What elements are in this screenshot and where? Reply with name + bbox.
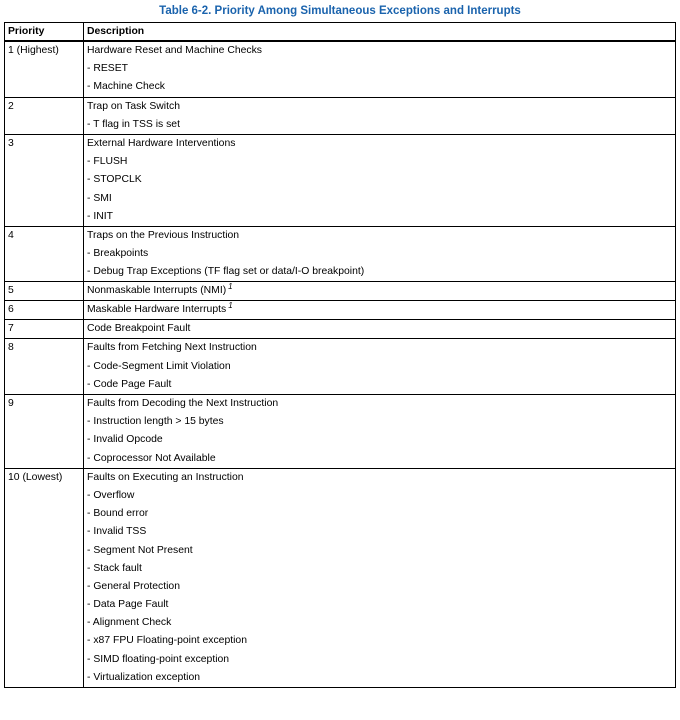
description-item: - Invalid TSS (87, 526, 147, 538)
description-cell (84, 226, 676, 282)
table-row (5, 395, 676, 469)
description-item: - Code-Segment Limit Violation (87, 360, 231, 372)
description-item: - Segment Not Present (87, 544, 193, 556)
description-title-text: Faults from Decoding the Next Instruction (87, 398, 279, 409)
description-cell (84, 301, 676, 320)
footnote-marker: 1 (228, 281, 233, 291)
description-item: - Debug Trap Exceptions (TF flag set or data/I-O breakpoint) (87, 266, 365, 278)
description-item: - RESET (87, 63, 128, 75)
priority-cell: 9 (5, 395, 84, 469)
description-title-text: Code Breakpoint Fault (87, 323, 191, 335)
priority-cell: 10 (Lowest) (5, 468, 84, 687)
description-item: - Code Page Fault (87, 378, 172, 390)
description-item: - Coprocessor Not Available (87, 452, 216, 464)
description-title-text: Traps on the Previous Instruction (87, 229, 240, 241)
table-row (5, 41, 676, 97)
description-item: - INIT (87, 210, 113, 222)
header-description: Description (84, 23, 676, 42)
description-title-text: Faults on Executing an Instruction (87, 471, 244, 483)
priority-table (4, 22, 676, 688)
description-item: - STOPCLK (87, 174, 142, 186)
table-row (5, 320, 676, 339)
description-title-text: Hardware Reset and Machine Checks (87, 45, 262, 56)
priority-cell: 1 (Highest) (5, 41, 84, 97)
description-item: - Alignment Check (87, 617, 172, 629)
table-row (5, 468, 676, 687)
description-item: - General Protection (87, 580, 180, 592)
header-priority: Priority (5, 23, 84, 42)
table-row (5, 97, 676, 134)
description-item: - T flag in TSS is set (87, 118, 180, 130)
description-item: - SMI (87, 192, 112, 204)
description-item: - Breakpoints (87, 248, 149, 260)
description-title-text: Trap on Task Switch (87, 100, 180, 112)
description-item: - Data Page Fault (87, 599, 169, 611)
description-cell (84, 282, 676, 301)
table-row (5, 134, 676, 226)
description-title (87, 339, 675, 357)
priority-cell: 5 (5, 282, 84, 301)
description-cell (84, 395, 676, 469)
description-title-text: External Hardware Interventions (87, 137, 236, 149)
description-item: - Overflow (87, 489, 135, 501)
description-item: - Machine Check (87, 81, 165, 93)
description-title (87, 395, 675, 413)
description-title-text: Nonmaskable Interrupts (NMI) (87, 285, 227, 297)
priority-cell: 4 (5, 226, 84, 282)
priority-cell: 8 (5, 339, 84, 395)
priority-cell: 2 (5, 97, 84, 134)
description-item: - Virtualization exception (87, 671, 201, 683)
description-title (87, 227, 675, 245)
description-cell (84, 320, 676, 339)
description-cell (84, 468, 676, 687)
description-cell (84, 339, 676, 395)
description-cell (84, 97, 676, 134)
table-body (5, 41, 676, 688)
table-header-row (5, 23, 676, 42)
description-item: - Stack fault (87, 562, 142, 574)
description-title (87, 320, 675, 337)
description-cell (84, 41, 676, 97)
description-title (87, 469, 675, 487)
description-item: - FLUSH (87, 156, 128, 168)
priority-cell: 7 (5, 320, 84, 339)
description-title-text: Maskable Hardware Interrupts (87, 304, 227, 316)
description-item: - SIMD floating-point exception (87, 653, 230, 665)
description-item: - Bound error (87, 508, 149, 520)
footnote-marker: 1 (228, 300, 233, 310)
table-row (5, 301, 676, 320)
table-row (5, 226, 676, 282)
description-item: - Instruction length > 15 bytes (87, 416, 224, 428)
description-title (87, 135, 675, 153)
description-title (87, 98, 675, 116)
description-title-text: Faults from Fetching Next Instruction (87, 342, 257, 354)
description-title (87, 42, 675, 60)
priority-cell: 6 (5, 301, 84, 320)
description-item: - x87 FPU Floating-point exception (87, 635, 247, 647)
table-row (5, 339, 676, 395)
priority-cell: 3 (5, 134, 84, 226)
description-cell (84, 134, 676, 226)
table-row (5, 282, 676, 301)
description-item: - Invalid Opcode (87, 434, 163, 446)
description-title (87, 301, 675, 318)
table-caption: Table 6-2. Priority Among Simultaneous Exceptions and Interrupts (159, 5, 521, 17)
description-title (87, 282, 675, 299)
